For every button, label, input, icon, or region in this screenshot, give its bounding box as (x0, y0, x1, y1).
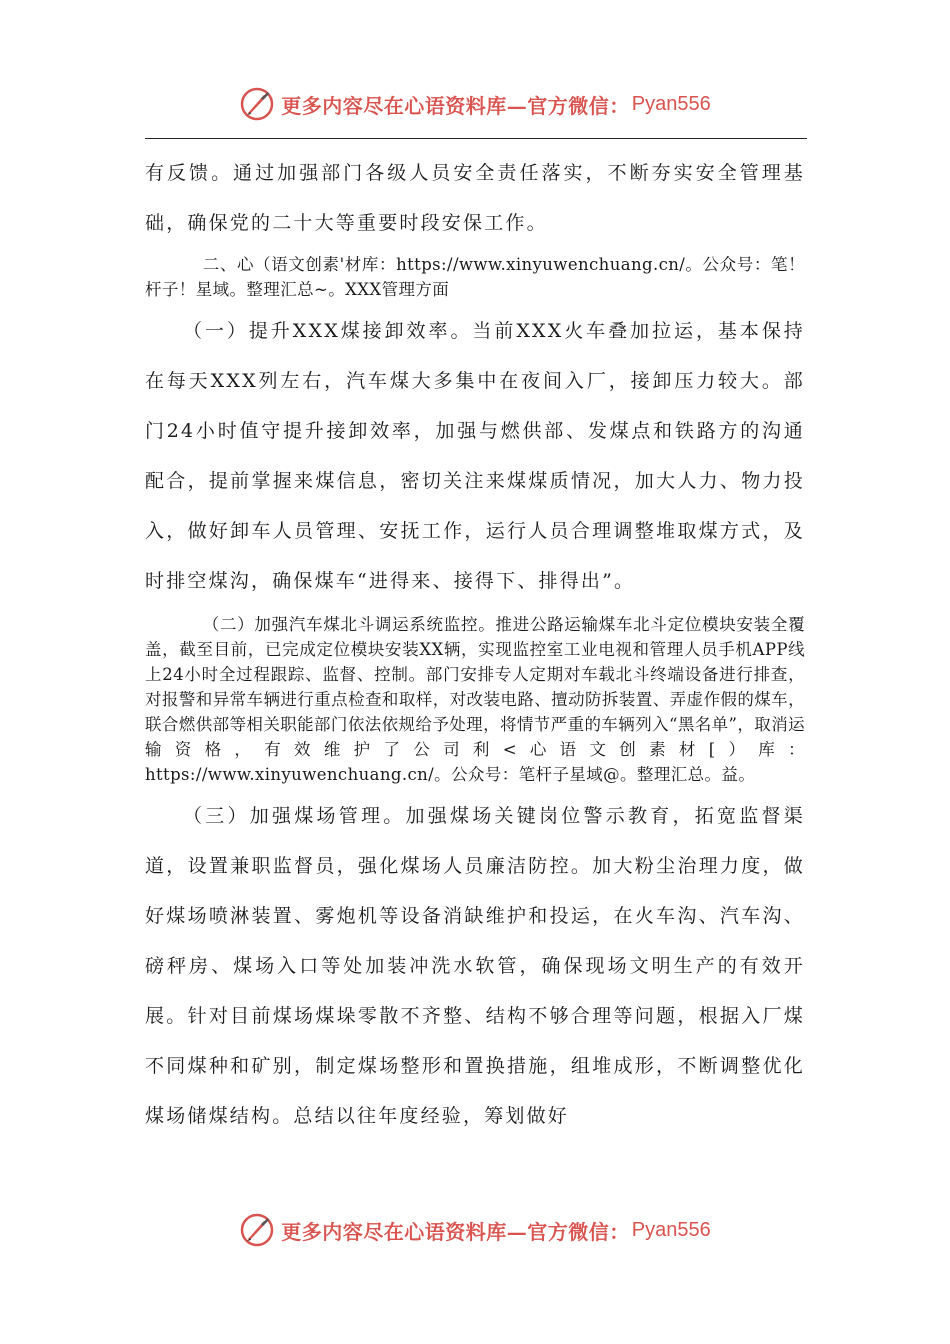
header-banner (0, 82, 950, 126)
header-divider (145, 138, 807, 139)
quill-logo-icon (239, 1212, 275, 1248)
paragraph-4: （二）加强汽车煤北斗调运系统监控。推进公路运输煤车北斗定位模块安装全覆盖，截至目前，已完成定位模块安装XX辆，实现监控室工业电视和管理人员手机APP线上24小时全过程跟踪、监督、控制。部门安排专人定期对车载北斗终端设备进行排查，对报警和异常车辆进行重点检查和取样，对改装电路、擅动防拆装置、弄虚作假的煤车，联合燃供部等相关职能部门依法依规给予处理，将情节严重的车辆列入“黑名单”，取消运输资格，有效维护了公司利<心语文创素材[）库：https://www.xinyuwenchuang.cn/。公众号：笔杆子星域@。整理汇总。益。 (145, 615, 805, 784)
document-body (145, 148, 805, 1141)
paragraph-2-heading: 二、心（语文创素'材库：https://www.xinyuwenchuang.cn/。公众号：笔！杆子！星域。整理汇总~。XXX管理方面 (145, 255, 805, 299)
paragraph-3: （一）提升XXX煤接卸效率。当前XXX火车叠加拉运，基本保持在每天XXX列左右，汽车煤大多集中在夜间入厂，接卸压力较大。部门24小时值守提升接卸效率，加强与燃供部、发煤点和铁路方的沟通配合，提前掌握来煤信息，密切关注来煤煤质情况，加大人力、物力投入，做好卸车人员管理、安抚工作，运行人员合理调整堆取煤方式，及时排空煤沟，确保煤车“进得来、接得下、排得出”。 (145, 320, 805, 592)
header-wechat-id: Pyan556 (631, 92, 711, 115)
footer-banner (0, 1208, 950, 1252)
paragraph-1: 有反馈。通过加强部门各级人员安全责任落实，不断夯实安全管理基础，确保党的二十大等重要时段安保工作。 (145, 162, 805, 234)
footer-wechat-id: Pyan556 (631, 1218, 711, 1241)
header-banner-text: 更多内容尽在心语资料库—官方微信： (281, 93, 630, 118)
quill-logo-icon (239, 86, 275, 122)
paragraph-5: （三）加强煤场管理。加强煤场关键岗位警示教育，拓宽监督渠道，设置兼职监督员，强化煤场人员廉洁防控。加大粉尘治理力度，做好煤场喷淋装置、雾炮机等设备消缺维护和投运，在火车沟、汽车沟、磅秤房、煤场入口等处加装冲洗水软管，确保现场文明生产的有效开展。针对目前煤场煤垛零散不齐整、结构不够合理等问题，根据入厂煤不同煤种和矿别，制定煤场整形和置换措施，组堆成形，不断调整优化煤场储煤结构。总结以往年度经验，筹划做好 (145, 805, 805, 1127)
footer-banner-text: 更多内容尽在心语资料库—官方微信： (281, 1219, 630, 1244)
